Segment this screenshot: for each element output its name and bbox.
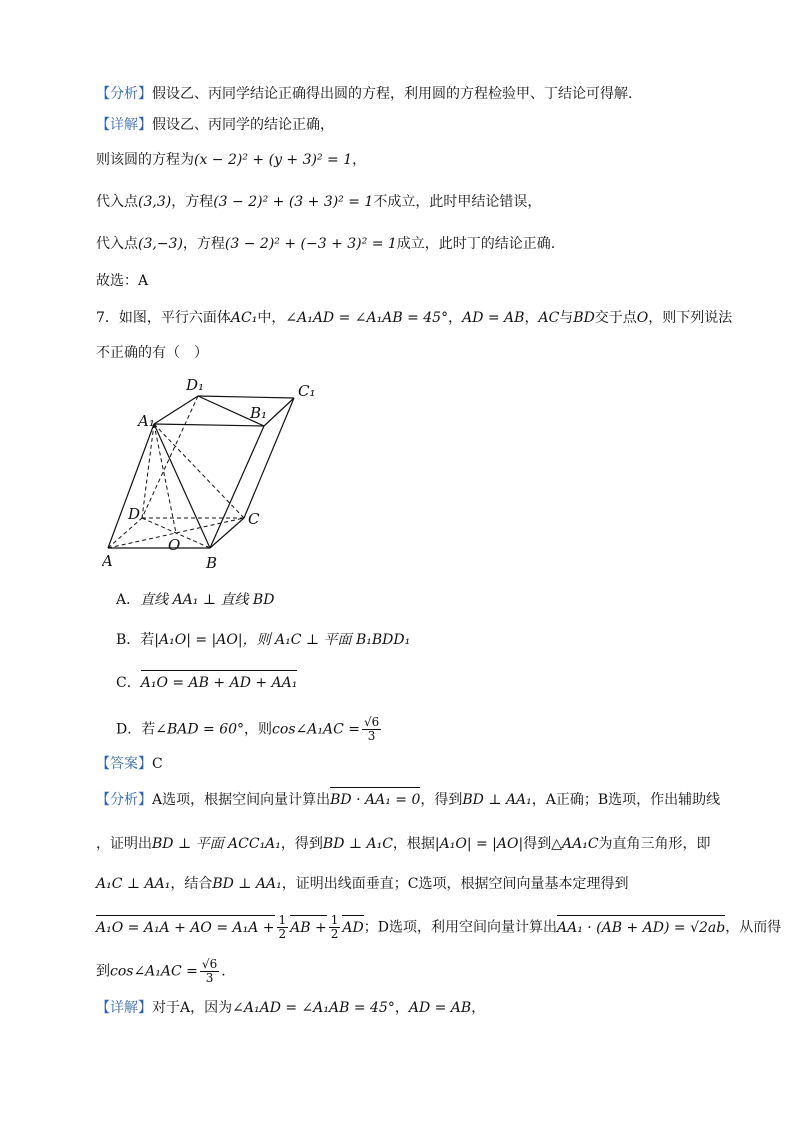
- option-d[interactable]: [116, 716, 383, 743]
- point-1: (3,3): [138, 194, 172, 210]
- point-2: (3,−3): [138, 236, 183, 252]
- q7-analysis-line-4: [96, 914, 781, 941]
- half-fraction: [329, 914, 341, 941]
- question-7-stem: [96, 308, 732, 328]
- circle-equation: (x − 2)² + (y + 3)² = 1: [194, 152, 353, 168]
- text-span: ，: [471, 1000, 486, 1016]
- option-b[interactable]: [116, 630, 410, 650]
- perp-relation: BD ⊥ AA₁: [462, 792, 532, 808]
- q7-analysis-line-1: [96, 790, 720, 810]
- edge-d1-c1: [198, 396, 294, 398]
- perp-relation: BD ⊥ AA₁: [212, 876, 282, 892]
- sqrt6-over-3-fraction: [200, 958, 219, 985]
- hidden-segment-a1-o: [154, 424, 176, 533]
- label-c1: C₁: [298, 382, 316, 400]
- text-span: 交于点: [594, 310, 637, 326]
- cos-expression: cos∠A₁AC =: [110, 963, 198, 980]
- text-span: ，A正确；B选项，作出辅助线: [531, 792, 721, 808]
- equation-1: (3 − 2)² + (3 + 3)² = 1: [213, 194, 374, 210]
- segment-bd: BD: [573, 310, 595, 326]
- text-span: .: [221, 963, 226, 980]
- fraction-numerator: 1: [330, 913, 339, 927]
- text-span: ，证明出线面垂直；C选项，根据空间向量基本定理得到: [281, 876, 629, 892]
- text-span: ，方程: [182, 236, 225, 252]
- label-c: C: [248, 510, 260, 528]
- label-a: A: [102, 552, 113, 570]
- option-a[interactable]: [116, 590, 274, 610]
- angle-condition: ∠A₁AD = ∠A₁AB = 45°: [232, 1000, 395, 1016]
- text-span: ，得到: [420, 792, 463, 808]
- solid-name: AC₁: [230, 310, 258, 326]
- option-b-text: ，则 A₁C ⊥ 平面 B₁BDD₁: [242, 632, 411, 648]
- length-condition: AD = AB: [408, 1000, 472, 1016]
- perp-relation: BD ⊥ A₁C: [322, 836, 393, 852]
- option-d-condition: ∠BAD = 60°: [155, 721, 245, 738]
- label-b: B: [206, 554, 218, 572]
- label-b1: B₁: [250, 404, 268, 422]
- option-c-label: C．: [116, 675, 141, 691]
- text-span: 7．如图，平行六面体: [96, 310, 231, 326]
- edge-b-c: [210, 518, 244, 548]
- text-span: 对于A，因为: [152, 1000, 233, 1016]
- edge-c1-b1: [264, 398, 294, 426]
- perp-relation: A₁C ⊥ AA₁: [96, 876, 171, 892]
- hidden-segment-a1-d: [142, 424, 154, 518]
- question-7-stem-line-2: [96, 343, 208, 363]
- q7-analysis-line-5: [96, 958, 226, 985]
- option-a-label: A．: [116, 592, 141, 608]
- segment-ac: AC: [538, 310, 560, 326]
- answer-line: [96, 754, 163, 774]
- option-c[interactable]: [116, 673, 297, 693]
- text-span: 为直角三角形，即: [598, 836, 711, 852]
- text-span: ，方程: [171, 194, 214, 210]
- text-span: 不成立，此时甲结论错误，: [373, 194, 542, 210]
- label-o: O: [168, 536, 181, 554]
- text-span: 成立，此时丁的结论正确.: [396, 236, 556, 252]
- parallelepiped-diagram: [102, 374, 332, 574]
- half-fraction: [277, 914, 289, 941]
- text-span: ，结合: [170, 876, 213, 892]
- equation-2: (3 − 2)² + (−3 + 3)² = 1: [224, 236, 397, 252]
- edge-a1-a: [108, 424, 154, 548]
- answer-value: C: [152, 756, 163, 772]
- text-span: ，从而得: [725, 919, 782, 936]
- text-span: ，则: [244, 721, 273, 738]
- edge-b1-b: [210, 426, 264, 548]
- analysis-line-1: [96, 84, 632, 104]
- fraction-denominator: 3: [205, 971, 214, 985]
- fraction-numerator: √6: [363, 715, 380, 729]
- text-span: 到: [96, 963, 110, 980]
- hidden-segment-a1-c: [154, 424, 244, 518]
- text-span: 则该圆的方程为: [96, 152, 194, 168]
- document-page: [96, 0, 782, 1123]
- analysis-tag: 【分析】: [96, 86, 152, 102]
- answer-tag: 【答案】: [96, 756, 152, 772]
- answer-choice: 故选：A: [96, 273, 149, 289]
- text-span: 代入点: [96, 194, 138, 210]
- vector-ab: AB +: [290, 919, 327, 936]
- fraction-numerator: 1: [278, 913, 287, 927]
- detail-line-1: [96, 115, 334, 135]
- text-span: A选项，根据空间向量计算出: [152, 792, 331, 808]
- label-a1: A₁: [138, 412, 155, 430]
- detail-tag: 【详解】: [96, 117, 152, 133]
- line-plane-perp: BD ⊥ 平面 ACC₁A₁: [152, 836, 281, 852]
- length-equality: |A₁O| = |AO|: [434, 836, 524, 852]
- vector-ad: AD: [342, 919, 364, 936]
- label-d1: D₁: [186, 376, 205, 394]
- segment-a1-b: [154, 424, 210, 548]
- fraction-denominator: 3: [367, 729, 376, 743]
- answer-choice-line: [96, 271, 148, 291]
- q7-detail-line-1: [96, 998, 485, 1018]
- text-span: ，则下列说法: [648, 310, 733, 326]
- option-b-condition: |A₁O| = |AO|: [154, 632, 243, 648]
- option-d-label: D．若: [116, 721, 156, 738]
- dot-product-result: AA₁ · (AB + AD) = √2ab: [556, 919, 726, 936]
- angle-condition: ∠A₁AD = ∠A₁AB = 45°: [285, 310, 449, 326]
- edge-a1-b1: [154, 424, 264, 426]
- parallelepiped-figure: [102, 374, 332, 574]
- text-span: 与: [559, 310, 574, 326]
- point-o: O: [636, 310, 649, 326]
- text-span: 中，: [257, 310, 286, 326]
- detail-tag: 【详解】: [96, 1000, 152, 1016]
- fraction-denominator: 2: [330, 927, 339, 941]
- text-span: ；D选项，利用空间向量计算出: [363, 919, 557, 936]
- circle-equation-line: [96, 150, 366, 170]
- option-c-vector-equation: A₁O = AB + AD + AA₁: [140, 675, 298, 691]
- text-span: 得到: [523, 836, 552, 852]
- option-d-cos: cos∠A₁AC =: [272, 721, 360, 738]
- q7-analysis-line-2: [96, 834, 711, 854]
- option-d-fraction: [362, 716, 381, 743]
- check-point-2-line: [96, 234, 555, 254]
- vector-decomposition: A₁O = A₁A + AO = A₁A +: [96, 919, 275, 936]
- text-span: ，: [524, 310, 539, 326]
- triangle: △AA₁C: [551, 836, 599, 852]
- fraction-denominator: 2: [278, 927, 287, 941]
- label-d: D: [128, 505, 141, 523]
- length-condition: AD = AB: [462, 310, 525, 326]
- check-point-1-line: [96, 192, 541, 212]
- text-span: 不正确的有（ ）: [96, 345, 208, 361]
- text-span: ，: [352, 152, 367, 168]
- analysis-tag: 【分析】: [96, 792, 152, 808]
- fraction-numerator: √6: [201, 957, 218, 971]
- detail-text: 假设乙、丙同学的结论正确，: [152, 117, 334, 133]
- dot-product-zero: BD · AA₁ = 0: [330, 792, 421, 808]
- text-span: 代入点: [96, 236, 138, 252]
- option-b-label: B．若: [116, 632, 155, 648]
- text-span: ，: [394, 1000, 409, 1016]
- analysis-text: 假设乙、丙同学结论正确得出圆的方程，利用圆的方程检验甲、丁结论可得解.: [152, 86, 633, 102]
- text-span: ，: [448, 310, 463, 326]
- text-span: ，得到: [280, 836, 323, 852]
- text-span: ，证明出: [96, 836, 152, 852]
- option-a-text: 直线 AA₁ ⊥ 直线 BD: [140, 592, 275, 608]
- q7-analysis-line-3: [96, 874, 628, 894]
- text-span: ，根据: [392, 836, 435, 852]
